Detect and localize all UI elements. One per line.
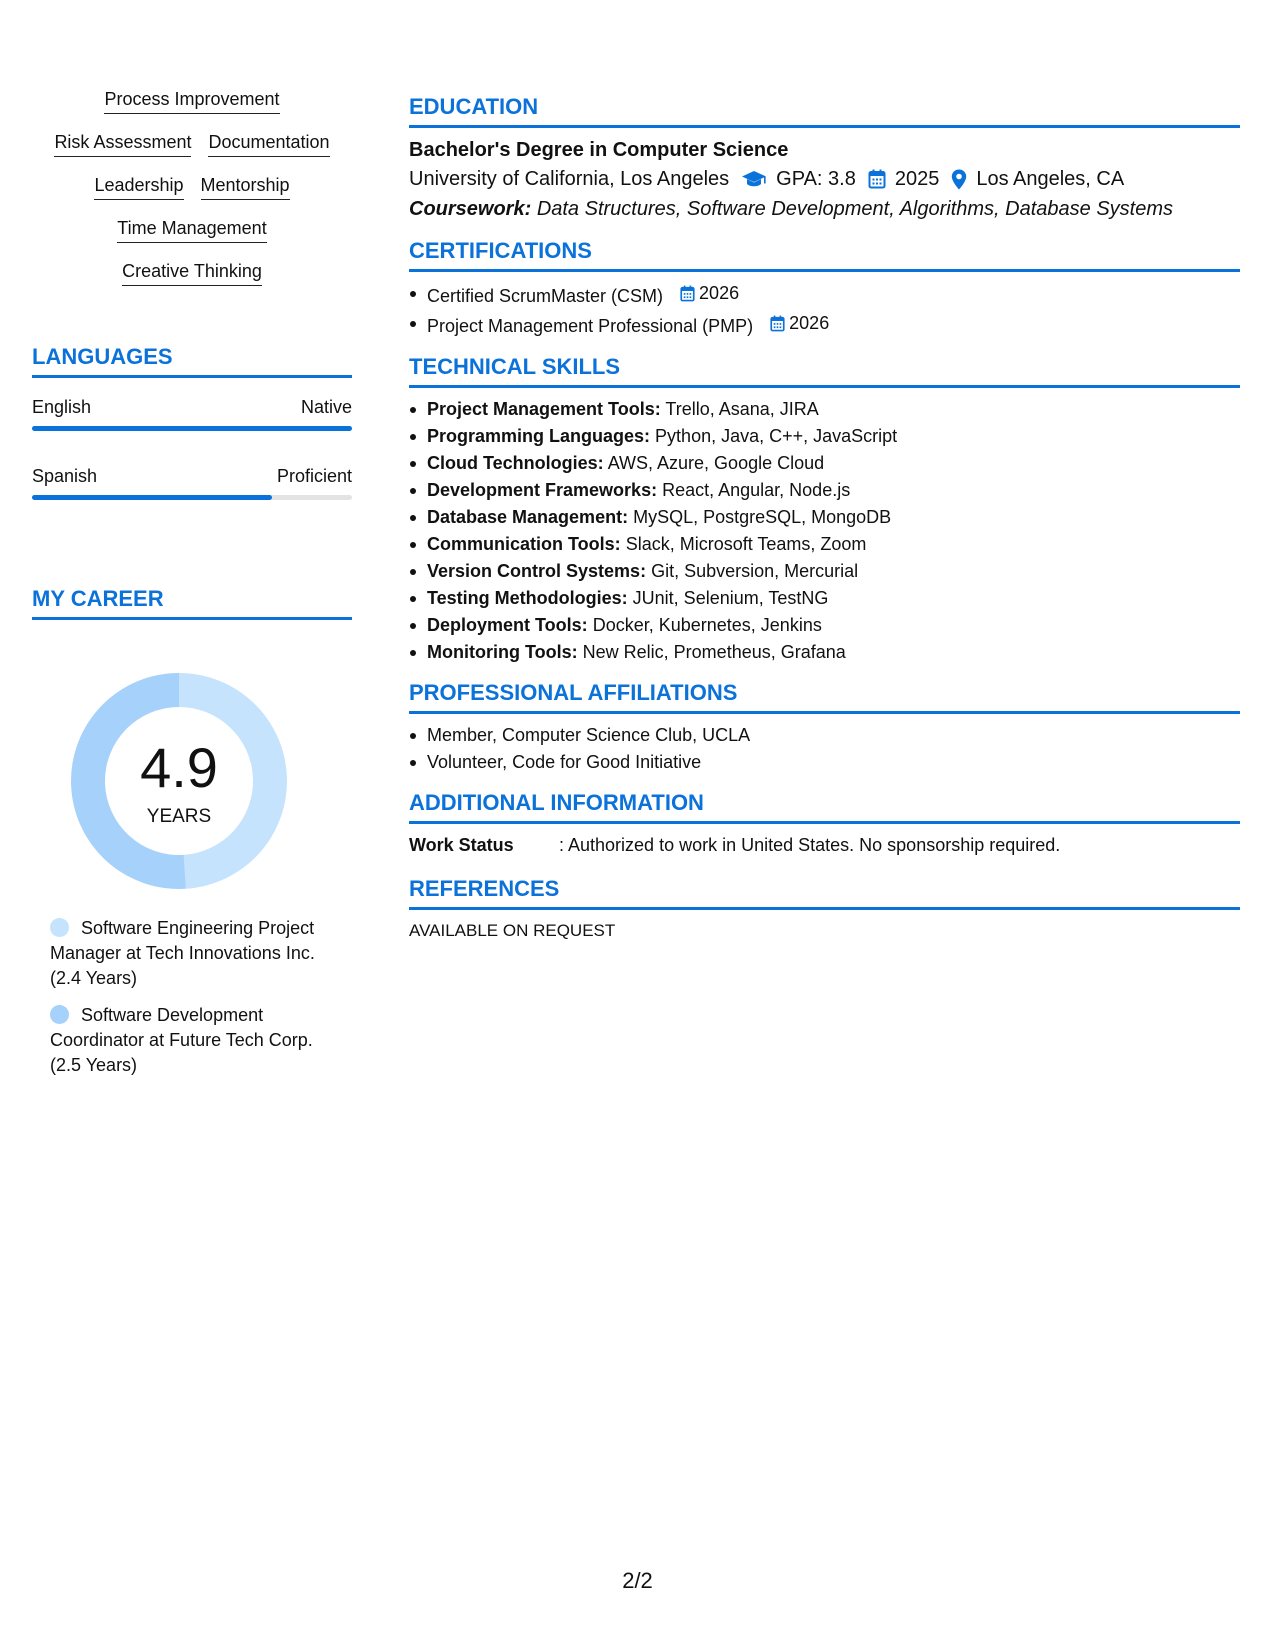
- calendar-icon: [680, 285, 695, 302]
- education-school: University of California, Los Angeles: [409, 168, 730, 190]
- language-level: Proficient: [276, 466, 352, 486]
- references-section: [409, 876, 1240, 944]
- skills-tags: [32, 88, 352, 286]
- affiliations-section: [409, 680, 1240, 776]
- career-role-label: Software Engineering Project Manager at Tech Innovations Inc. (2.4 Years): [50, 918, 315, 988]
- education-degree: Bachelor's Degree in Computer Science: [409, 139, 789, 161]
- technical-skill-item: [409, 558, 1240, 585]
- year-text: 2026: [699, 283, 740, 303]
- donut-center: [64, 666, 294, 896]
- skill-tag: Creative Thinking: [122, 260, 262, 286]
- right-column: [409, 94, 1240, 954]
- coursework-text: Data Structures, Software Development, Algorithms, Database Systems: [536, 198, 1174, 220]
- location-text: Los Angeles, CA: [976, 168, 1125, 190]
- certifications-list: [409, 280, 1240, 340]
- education-year: [868, 164, 940, 194]
- technical-skill-item: [409, 423, 1240, 450]
- graduation-cap-icon: [741, 169, 767, 189]
- left-column: [32, 88, 352, 1075]
- technical-skill-value: JUnit, Selenium, TestNG: [632, 588, 829, 608]
- additional-info-section: [409, 790, 1240, 858]
- technical-skill-item: [409, 585, 1240, 612]
- skill-tag: Leadership: [94, 174, 183, 200]
- coursework-label: Coursework:: [409, 198, 532, 220]
- career-role-label: Software Development Coordinator at Future Tech Corp. (2.5 Years): [50, 1005, 313, 1075]
- technical-skill-value: New Relic, Prometheus, Grafana: [582, 642, 846, 662]
- language-item: [32, 396, 352, 444]
- technical-skills-list: [409, 396, 1240, 666]
- technical-skill-value: React, Angular, Node.js: [662, 480, 851, 500]
- legend-dot-icon: [50, 918, 69, 937]
- affiliations-list: [409, 722, 1240, 776]
- career-legend: [50, 916, 340, 1090]
- references-title: REFERENCES: [409, 876, 1240, 910]
- technical-skills-section: [409, 354, 1240, 666]
- language-item: [32, 465, 352, 513]
- technical-skill-key: Cloud Technologies:: [427, 453, 604, 473]
- skill-tag: Documentation: [208, 131, 329, 157]
- certifications-title: CERTIFICATIONS: [409, 238, 1240, 272]
- technical-skill-key: Monitoring Tools:: [427, 642, 578, 662]
- language-bar-fill: [32, 495, 272, 500]
- career-legend-item: [50, 1003, 340, 1078]
- language-level: Native: [300, 397, 352, 417]
- skill-tag: Risk Assessment: [54, 131, 191, 157]
- technical-skill-item: [409, 396, 1240, 423]
- technical-skill-item: [409, 477, 1240, 504]
- references-text: AVAILABLE ON REQUEST: [409, 921, 616, 940]
- technical-skill-key: Programming Languages:: [427, 426, 651, 446]
- page-number: 2/2: [622, 1568, 653, 1593]
- year-text: 2025: [894, 168, 940, 190]
- technical-skill-item: [409, 504, 1240, 531]
- skill-tag: Process Improvement: [104, 88, 279, 114]
- technical-skill-key: Testing Methodologies:: [427, 588, 628, 608]
- education-title: EDUCATION: [409, 94, 1240, 128]
- languages-section: [32, 344, 352, 513]
- technical-skill-key: Version Control Systems:: [427, 561, 647, 581]
- education-gpa: [741, 164, 856, 194]
- affiliations-title: PROFESSIONAL AFFILIATIONS: [409, 680, 1240, 714]
- career-title: MY CAREER: [32, 586, 352, 620]
- language-name: English: [32, 397, 92, 417]
- calendar-icon: [770, 315, 785, 332]
- technical-skill-value: Slack, Microsoft Teams, Zoom: [625, 534, 867, 554]
- career-section: [32, 586, 352, 1075]
- calendar-icon: [868, 169, 886, 189]
- technical-skill-value: AWS, Azure, Google Cloud: [607, 453, 825, 473]
- skill-tag: Time Management: [117, 217, 266, 243]
- career-total-unit: YEARS: [146, 806, 212, 827]
- technical-skill-value: Trello, Asana, JIRA: [665, 399, 819, 419]
- education-location: [951, 164, 1124, 194]
- education-coursework: [409, 194, 1240, 224]
- technical-skill-value: Docker, Kubernetes, Jenkins: [592, 615, 822, 635]
- year-text: 2026: [789, 313, 830, 333]
- technical-skill-item: [409, 639, 1240, 666]
- gpa-text: GPA: 3.8: [776, 168, 856, 190]
- education-section: [409, 94, 1240, 224]
- language-bar-fill: [32, 426, 352, 431]
- technical-skill-value: Git, Subversion, Mercurial: [651, 561, 859, 581]
- technical-skills-title: TECHNICAL SKILLS: [409, 354, 1240, 388]
- language-bar: [32, 426, 352, 431]
- legend-dot-icon: [50, 1005, 69, 1024]
- career-donut-chart: [64, 666, 294, 896]
- certification-name: Certified ScrumMaster (CSM): [427, 286, 664, 306]
- affiliation-item: Volunteer, Code for Good Initiative: [409, 749, 1240, 776]
- education-details: [409, 164, 1240, 194]
- languages-title: LANGUAGES: [32, 344, 352, 378]
- work-status-key: Work Status: [409, 835, 514, 855]
- career-legend-item: [50, 916, 340, 991]
- certification-item: [409, 310, 1240, 340]
- skill-tag: Mentorship: [201, 174, 290, 200]
- technical-skill-key: Database Management:: [427, 507, 629, 527]
- technical-skill-key: Development Frameworks:: [427, 480, 658, 500]
- technical-skill-key: Deployment Tools:: [427, 615, 588, 635]
- technical-skill-item: [409, 612, 1240, 639]
- certification-name: Project Management Professional (PMP): [427, 316, 754, 336]
- technical-skill-item: [409, 450, 1240, 477]
- additional-info-title: ADDITIONAL INFORMATION: [409, 790, 1240, 824]
- affiliation-item: Member, Computer Science Club, UCLA: [409, 722, 1240, 749]
- certification-item: [409, 280, 1240, 310]
- technical-skill-item: [409, 531, 1240, 558]
- certification-year: [680, 280, 739, 307]
- language-name: Spanish: [32, 466, 98, 486]
- career-total-value: 4.9: [140, 736, 218, 799]
- certifications-section: [409, 238, 1240, 340]
- technical-skill-key: Project Management Tools:: [427, 399, 661, 419]
- technical-skill-value: Python, Java, C++, JavaScript: [655, 426, 898, 446]
- work-status-value: : Authorized to work in United States. No sponsorship required.: [559, 835, 1061, 855]
- certification-year: [770, 310, 829, 337]
- location-pin-icon: [951, 169, 967, 190]
- technical-skill-key: Communication Tools:: [427, 534, 621, 554]
- work-status-row: [409, 832, 1240, 858]
- language-bar: [32, 495, 352, 500]
- technical-skill-value: MySQL, PostgreSQL, MongoDB: [633, 507, 892, 527]
